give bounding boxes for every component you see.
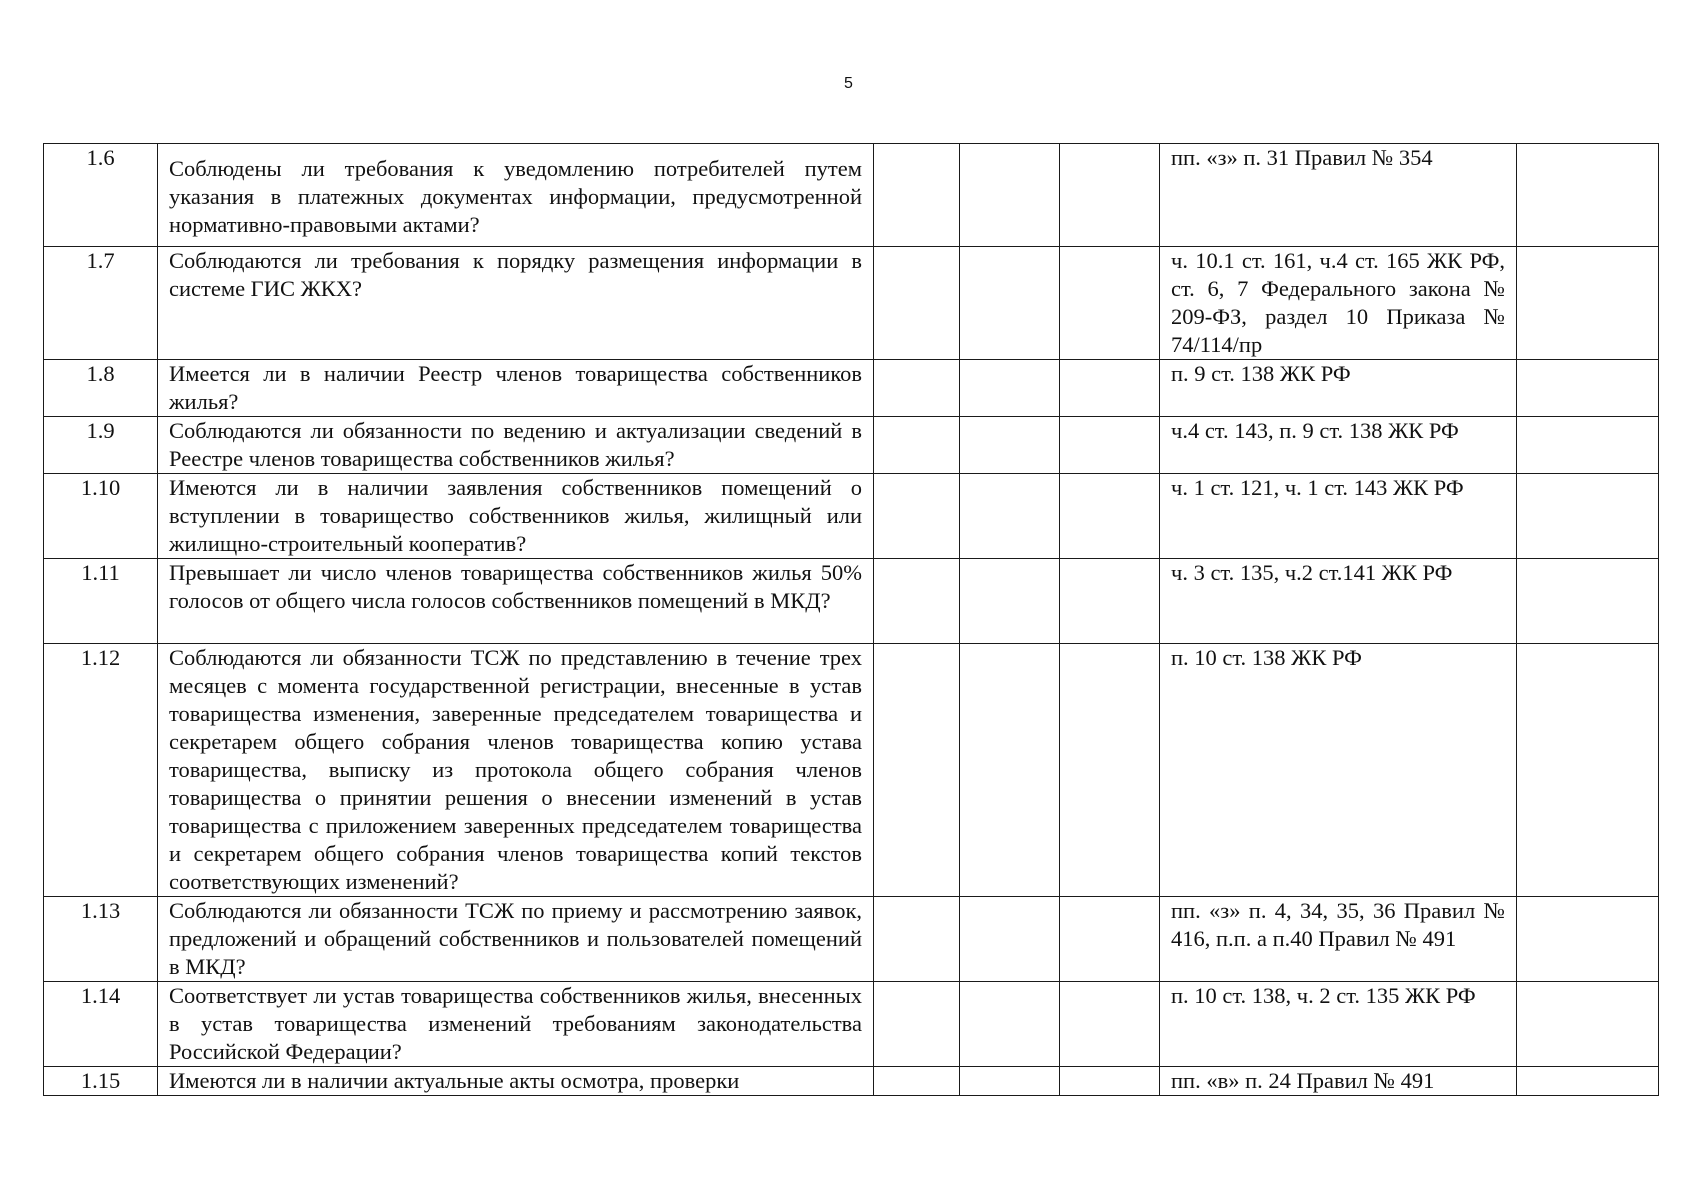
answer-cell-yes xyxy=(874,417,960,474)
table-row xyxy=(44,897,1659,982)
answer-cell-no xyxy=(960,982,1060,1067)
notes-cell xyxy=(1517,360,1659,417)
answer-cell-yes xyxy=(874,1067,960,1096)
answer-cell-no xyxy=(960,474,1060,559)
notes-cell xyxy=(1517,982,1659,1067)
notes-cell xyxy=(1517,144,1659,247)
question-text: Превышает ли число членов товарищества собственников жилья 50% голосов от общего числа голосов собственников помещений в МКД? xyxy=(158,559,874,644)
question-text: Соблюдаются ли обязанности ТСЖ по приему и рассмотрению заявок, предложений и обращений собственников и пользователей помещений в МКД? xyxy=(158,897,874,982)
table-row xyxy=(44,144,1659,247)
answer-cell-no xyxy=(960,1067,1060,1096)
reference-text: ч.4 ст. 143, п. 9 ст. 138 ЖК РФ xyxy=(1160,417,1517,474)
answer-cell-yes xyxy=(874,474,960,559)
answer-cell-yes xyxy=(874,559,960,644)
answer-cell-yes xyxy=(874,144,960,247)
row-number: 1.14 xyxy=(44,982,158,1067)
reference-text: пп. «в» п. 24 Правил № 491 xyxy=(1160,1067,1517,1096)
answer-cell-na xyxy=(1060,897,1160,982)
notes-cell xyxy=(1517,644,1659,897)
reference-text: ч. 3 ст. 135, ч.2 ст.141 ЖК РФ xyxy=(1160,559,1517,644)
notes-cell xyxy=(1517,417,1659,474)
reference-text: ч. 10.1 ст. 161, ч.4 ст. 165 ЖК РФ, ст. 6, 7 Федерального закона № 209-ФЗ, раздел 10 Приказа № 74/114/пр xyxy=(1160,247,1517,360)
notes-cell xyxy=(1517,474,1659,559)
table-row xyxy=(44,982,1659,1067)
row-number: 1.11 xyxy=(44,559,158,644)
answer-cell-no xyxy=(960,144,1060,247)
answer-cell-na xyxy=(1060,1067,1160,1096)
answer-cell-na xyxy=(1060,559,1160,644)
question-text: Соблюдены ли требования к уведомлению потребителей путем указания в платежных документах информации, предусмотренной нормативно-правовыми актами? xyxy=(158,144,874,247)
question-text: Соответствует ли устав товарищества собственников жилья, внесенных в устав товарищества изменений требованиям законодательства Российской Федерации? xyxy=(158,982,874,1067)
row-number: 1.6 xyxy=(44,144,158,247)
page-number: 5 xyxy=(844,75,853,92)
answer-cell-yes xyxy=(874,644,960,897)
notes-cell xyxy=(1517,897,1659,982)
table-row xyxy=(44,474,1659,559)
row-number: 1.15 xyxy=(44,1067,158,1096)
question-text: Соблюдаются ли требования к порядку размещения информации в системе ГИС ЖКХ? xyxy=(158,247,874,360)
row-number: 1.13 xyxy=(44,897,158,982)
answer-cell-no xyxy=(960,360,1060,417)
reference-text: пп. «з» п. 4, 34, 35, 36 Правил № 416, п.п. а п.40 Правил № 491 xyxy=(1160,897,1517,982)
answer-cell-yes xyxy=(874,247,960,360)
answer-cell-yes xyxy=(874,897,960,982)
reference-text: ч. 1 ст. 121, ч. 1 ст. 143 ЖК РФ xyxy=(1160,474,1517,559)
question-text: Имеется ли в наличии Реестр членов товарищества собственников жилья? xyxy=(158,360,874,417)
answer-cell-na xyxy=(1060,644,1160,897)
answer-cell-no xyxy=(960,897,1060,982)
table-row xyxy=(44,417,1659,474)
row-number: 1.12 xyxy=(44,644,158,897)
table-row xyxy=(44,1067,1659,1096)
reference-text: п. 9 ст. 138 ЖК РФ xyxy=(1160,360,1517,417)
table-row xyxy=(44,644,1659,897)
question-text: Соблюдаются ли обязанности по ведению и актуализации сведений в Реестре членов товарищества собственников жилья? xyxy=(158,417,874,474)
answer-cell-na xyxy=(1060,144,1160,247)
row-number: 1.7 xyxy=(44,247,158,360)
reference-text: п. 10 ст. 138 ЖК РФ xyxy=(1160,644,1517,897)
row-number: 1.9 xyxy=(44,417,158,474)
notes-cell xyxy=(1517,559,1659,644)
answer-cell-na xyxy=(1060,982,1160,1067)
notes-cell xyxy=(1517,247,1659,360)
answer-cell-no xyxy=(960,644,1060,897)
row-number: 1.8 xyxy=(44,360,158,417)
checklist-table xyxy=(43,143,1659,1096)
question-text: Имеются ли в наличии заявления собственников помещений о вступлении в товарищество собственников жилья, жилищный или жилищно-строительный кооператив? xyxy=(158,474,874,559)
table-row xyxy=(44,360,1659,417)
answer-cell-no xyxy=(960,417,1060,474)
reference-text: пп. «з» п. 31 Правил № 354 xyxy=(1160,144,1517,247)
answer-cell-na xyxy=(1060,360,1160,417)
answer-cell-yes xyxy=(874,982,960,1067)
table-row xyxy=(44,559,1659,644)
answer-cell-na xyxy=(1060,474,1160,559)
answer-cell-no xyxy=(960,559,1060,644)
notes-cell xyxy=(1517,1067,1659,1096)
answer-cell-na xyxy=(1060,247,1160,360)
row-number: 1.10 xyxy=(44,474,158,559)
answer-cell-no xyxy=(960,247,1060,360)
table-row xyxy=(44,247,1659,360)
question-text: Соблюдаются ли обязанности ТСЖ по представлению в течение трех месяцев с момента государственной регистрации, внесенные в устав товарищества изменения, заверенные председателем товарищества и секретарем общего собрания членов товарищества копию устава товарищества, выписку из протокола общего собрания членов товарищества о принятии решения о внесении изменений в устав товарищества с приложением заверенных председателем товарищества и секретарем общего собрания членов товарищества копий текстов соответствующих изменений? xyxy=(158,644,874,897)
question-text: Имеются ли в наличии актуальные акты осмотра, проверки xyxy=(158,1067,874,1096)
reference-text: п. 10 ст. 138, ч. 2 ст. 135 ЖК РФ xyxy=(1160,982,1517,1067)
answer-cell-na xyxy=(1060,417,1160,474)
answer-cell-yes xyxy=(874,360,960,417)
